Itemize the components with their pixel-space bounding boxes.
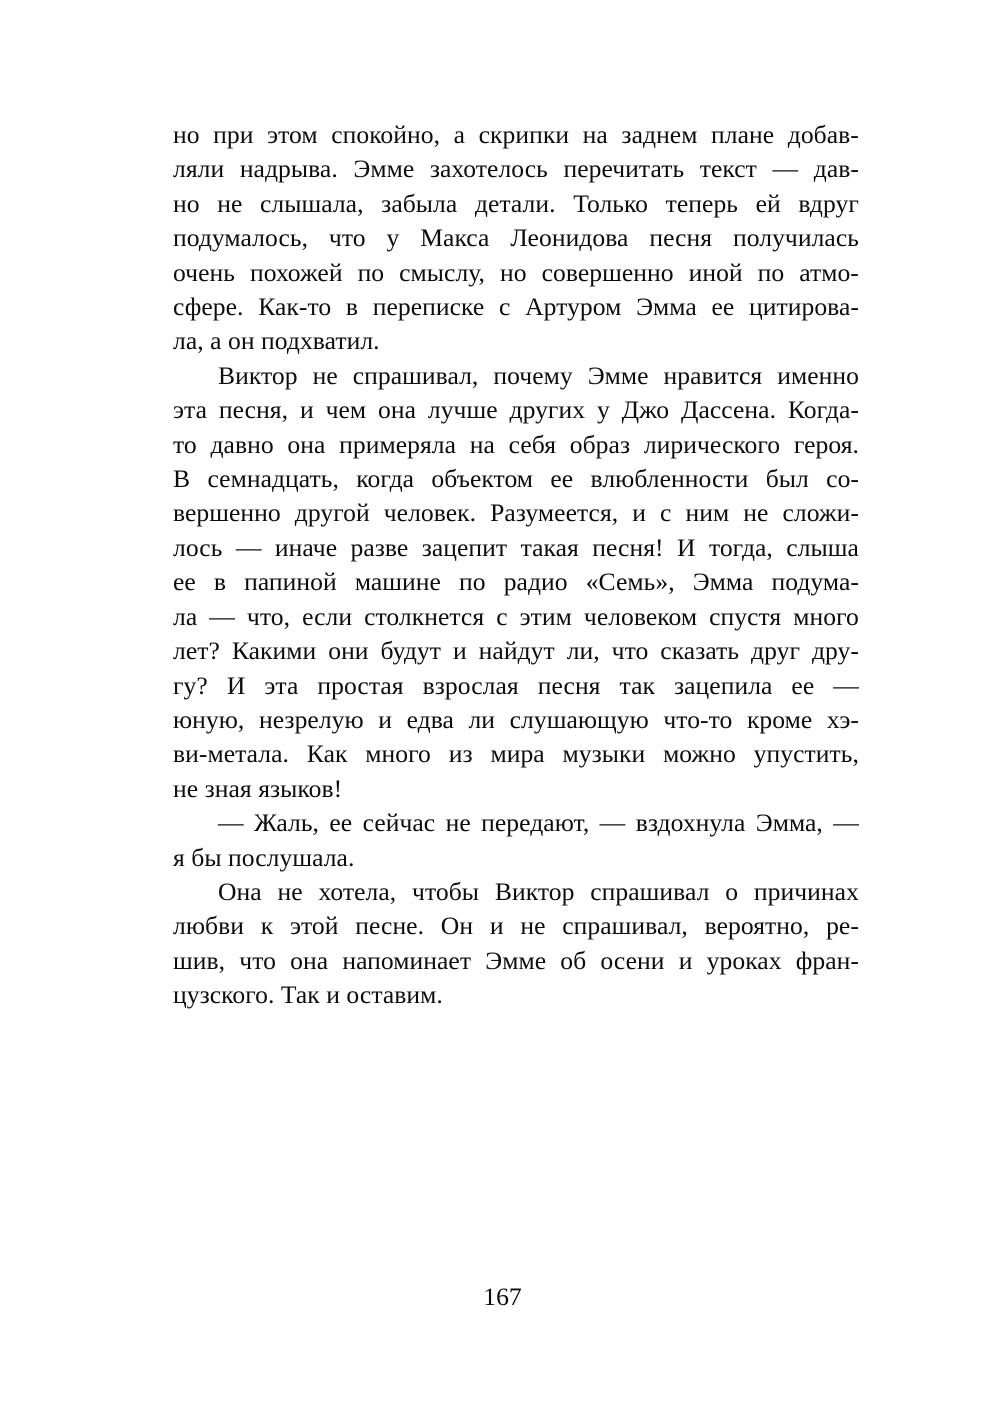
paragraph	[173, 118, 859, 359]
word: взрослая	[422, 670, 519, 700]
text-line	[173, 634, 859, 668]
word: был	[765, 464, 809, 494]
word: Макса	[420, 223, 490, 253]
word: смыслу,	[399, 257, 486, 287]
word: она	[290, 945, 329, 975]
word: и	[299, 395, 314, 425]
word: кроме	[746, 704, 813, 734]
word: Эмме	[353, 154, 415, 184]
word: Эмма	[636, 292, 697, 322]
page-text-block	[173, 118, 859, 1013]
word: И	[226, 670, 246, 700]
word: атмо-	[799, 257, 859, 287]
word: что	[611, 636, 649, 666]
word: слушающую	[509, 704, 649, 734]
text-line: не зная языков!	[173, 773, 343, 803]
text-line	[173, 669, 859, 703]
word: Разумеется,	[490, 498, 619, 528]
word: этим	[519, 601, 572, 631]
word: тогда,	[708, 532, 773, 562]
text-line	[173, 359, 859, 393]
word: ее	[329, 808, 353, 838]
word: много	[793, 601, 859, 631]
word: она	[287, 429, 326, 459]
text-line	[173, 187, 859, 221]
word: песня	[537, 670, 601, 700]
word: со-	[826, 464, 859, 494]
word: фран-	[795, 945, 859, 975]
word: но	[500, 257, 527, 287]
word: спрашивал,	[352, 360, 479, 390]
word: спрашивал	[590, 876, 710, 906]
text-line	[173, 531, 859, 565]
word: Виктор	[218, 360, 298, 390]
word: и	[378, 704, 392, 734]
word: чтобы	[412, 876, 480, 906]
word: то	[173, 429, 197, 459]
word: папиной	[244, 567, 337, 597]
text-line: ла, а он подхватил.	[173, 326, 380, 356]
word: и	[632, 498, 647, 528]
word: что	[328, 223, 366, 253]
word: Только	[573, 188, 649, 218]
word: героя.	[793, 429, 859, 459]
word: гу?	[173, 670, 208, 700]
word: по	[357, 257, 385, 287]
text-line	[173, 909, 859, 943]
word: такая	[520, 532, 579, 562]
word: упустить,	[753, 739, 859, 769]
word: —	[599, 808, 626, 838]
word: и	[452, 636, 467, 666]
word: перечитать	[563, 154, 685, 184]
word: с	[660, 498, 672, 528]
text-line	[173, 221, 859, 255]
paragraph	[173, 875, 859, 1013]
word: другой	[294, 498, 370, 528]
text-line	[173, 496, 859, 530]
word: этом	[267, 120, 318, 149]
word: —	[218, 808, 244, 838]
word: зацепила	[673, 670, 773, 700]
word: и	[489, 911, 504, 941]
word: ли	[468, 704, 496, 734]
paragraph	[173, 806, 859, 875]
word: разве	[350, 532, 409, 562]
word: по	[757, 257, 785, 287]
word: юную,	[173, 704, 245, 734]
word: хэ-	[826, 704, 859, 734]
word: об	[560, 945, 587, 975]
word: лирического	[643, 429, 781, 459]
word: ей	[755, 188, 781, 218]
word: теперь	[665, 188, 739, 218]
word: едва	[406, 704, 454, 734]
word: так	[619, 670, 655, 700]
word: текст	[699, 154, 757, 184]
word: семнадцать,	[207, 464, 339, 494]
word: похожей	[249, 257, 343, 287]
word: песне.	[355, 911, 425, 941]
word: цитирова-	[749, 292, 859, 322]
word: —	[772, 154, 799, 184]
text-line	[173, 428, 859, 462]
word: Она	[218, 876, 262, 906]
word: забыла	[381, 188, 458, 218]
word: ее	[173, 567, 196, 597]
text-line	[173, 565, 859, 599]
word: вдруг	[798, 188, 859, 218]
word: к	[260, 911, 274, 941]
word: Эмма,	[755, 808, 823, 838]
word: Эмме	[587, 360, 649, 390]
word: не	[217, 188, 243, 218]
word: давно	[210, 429, 274, 459]
word: вероятно,	[704, 911, 810, 941]
text-line: я бы послушала.	[173, 842, 355, 872]
word: не	[445, 808, 471, 838]
word: этой	[289, 911, 339, 941]
word: дру-	[811, 636, 859, 666]
word: примеряла	[339, 429, 457, 459]
text-line	[173, 462, 859, 496]
word: но	[173, 188, 200, 218]
word: получилась	[733, 223, 859, 253]
word: они	[328, 636, 369, 666]
word: сфере.	[173, 292, 244, 322]
word: что-то	[663, 704, 733, 734]
word: музыки	[562, 739, 646, 769]
text-line	[173, 290, 859, 324]
word: сложи-	[782, 498, 859, 528]
word: слыша	[786, 532, 859, 562]
word: И	[677, 532, 696, 562]
word: любви	[173, 911, 244, 941]
word: что	[239, 945, 276, 975]
page-number: 167	[483, 1282, 522, 1311]
word: Он	[440, 911, 474, 941]
word: —	[833, 808, 859, 838]
word: шив,	[173, 945, 226, 975]
word: простая	[317, 670, 404, 700]
word: у	[386, 223, 400, 253]
word: песня,	[218, 395, 289, 425]
word: осени	[600, 945, 665, 975]
text-line	[173, 944, 859, 978]
word: человеком	[583, 601, 698, 631]
word: и	[678, 945, 693, 975]
word: Жаль,	[254, 808, 320, 838]
word: в	[345, 292, 359, 322]
word: уроках	[706, 945, 782, 975]
word: Эмма	[692, 567, 754, 597]
text-line	[173, 393, 859, 427]
text-line	[173, 703, 859, 737]
word: плане	[711, 120, 775, 149]
word: совершенно	[541, 257, 674, 287]
word: напоминает	[342, 945, 472, 975]
word: спустя	[709, 601, 782, 631]
word: иной	[688, 257, 743, 287]
word: именно	[777, 360, 859, 390]
word: «Семь»,	[585, 567, 675, 597]
word: ла	[173, 601, 198, 631]
text-line	[173, 256, 859, 290]
word: на	[469, 429, 495, 459]
word: ляли	[173, 154, 225, 184]
word: себя	[508, 429, 557, 459]
word: подумалось,	[173, 223, 309, 253]
word: что,	[246, 601, 291, 631]
text-line	[173, 152, 859, 186]
word: В	[173, 464, 191, 494]
word: объектом	[431, 464, 534, 494]
word: Как	[306, 739, 348, 769]
word: найдут	[478, 636, 555, 666]
word: песня!	[592, 532, 664, 562]
word: спокойно,	[331, 120, 441, 149]
word: друг	[751, 636, 801, 666]
word: хотела,	[318, 876, 397, 906]
word: при	[213, 120, 254, 149]
word: скрипки	[478, 120, 570, 149]
word: Эмме	[485, 945, 547, 975]
word: сказать	[660, 636, 740, 666]
text-line	[173, 600, 859, 634]
word: лучше	[427, 395, 498, 425]
word: Дассена.	[680, 395, 777, 425]
word: из	[448, 739, 473, 769]
word: а	[453, 120, 466, 149]
word: причинах	[753, 876, 859, 906]
word: других	[509, 395, 586, 425]
word: у	[596, 395, 610, 425]
word: влюбленности	[590, 464, 749, 494]
word: лет?	[173, 636, 220, 666]
word: Леонидова	[510, 223, 629, 253]
text-line	[173, 806, 859, 840]
text-line	[173, 875, 859, 909]
word: лось	[173, 532, 223, 562]
word: о	[725, 876, 739, 906]
word: зацепит	[421, 532, 508, 562]
text-line: цузского. Так и оставим.	[173, 980, 443, 1010]
word: Какими	[231, 636, 317, 666]
word: Джо	[621, 395, 670, 425]
word: детали.	[474, 188, 556, 218]
word: радио	[503, 567, 568, 597]
word: если	[302, 601, 353, 631]
word: сейчас	[362, 808, 436, 838]
word: машине	[354, 567, 441, 597]
word: Артуром	[525, 292, 622, 322]
word: на	[582, 120, 608, 149]
word: Когда-	[787, 395, 859, 425]
word: подума-	[771, 567, 859, 597]
text-line	[173, 118, 859, 152]
word: песня	[649, 223, 713, 253]
word: Виктор	[494, 876, 575, 906]
word: не	[312, 360, 338, 390]
word: эта	[173, 395, 207, 425]
word: можно	[663, 739, 736, 769]
word: надрыва.	[239, 154, 338, 184]
word: вздохнула	[635, 808, 746, 838]
word: почему	[493, 360, 573, 390]
word: ним	[685, 498, 730, 528]
word: с	[499, 292, 511, 322]
word: —	[833, 670, 859, 700]
word: эта	[264, 670, 299, 700]
word: очень	[173, 257, 235, 287]
word: ее	[791, 670, 815, 700]
word: —	[235, 532, 262, 562]
word: переписке	[372, 292, 485, 322]
word: не	[277, 876, 303, 906]
word: ее	[711, 292, 735, 322]
word: много	[365, 739, 431, 769]
word: по	[459, 567, 486, 597]
word: не	[743, 498, 769, 528]
word: спрашивал,	[562, 911, 688, 941]
word: слышала,	[259, 188, 364, 218]
word: с	[496, 601, 508, 631]
word: захотелось	[429, 154, 548, 184]
paragraph	[173, 359, 859, 806]
word: столкнется	[364, 601, 485, 631]
word: ре-	[826, 911, 859, 941]
word: заднем	[621, 120, 698, 149]
word: дав-	[813, 154, 859, 184]
word: будут	[380, 636, 442, 666]
word: незрелую	[258, 704, 364, 734]
word: нравится	[663, 360, 763, 390]
word: в	[213, 567, 227, 597]
word: мира	[490, 739, 545, 769]
word: она	[378, 395, 417, 425]
word: иначе	[274, 532, 338, 562]
word: вершенно	[173, 498, 281, 528]
text-line	[173, 737, 859, 771]
word: образ	[569, 429, 631, 459]
word: добав-	[787, 120, 859, 149]
word: но	[173, 120, 200, 149]
word: чем	[325, 395, 367, 425]
word: не	[520, 911, 546, 941]
word: ли,	[566, 636, 600, 666]
word: ее	[550, 464, 574, 494]
word: человек.	[383, 498, 477, 528]
word: Как-то	[258, 292, 332, 322]
word: ви-метала.	[173, 739, 289, 769]
word: когда	[356, 464, 415, 494]
word: передают,	[481, 808, 590, 838]
word: —	[209, 601, 235, 631]
